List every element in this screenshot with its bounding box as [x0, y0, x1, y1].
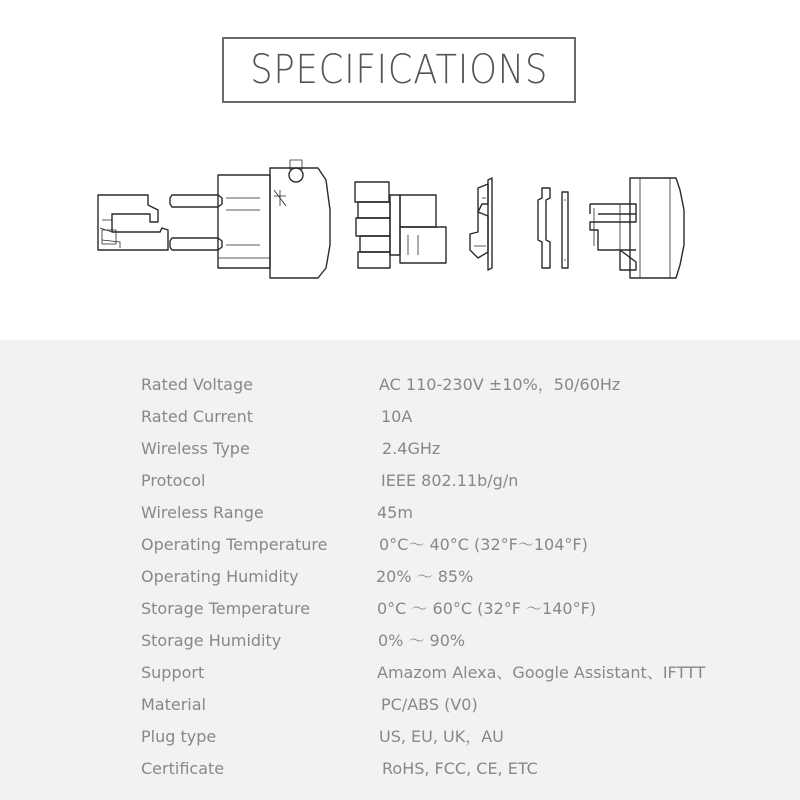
exploded-plug-diagram-icon	[90, 150, 700, 290]
spec-row-support	[0, 657, 800, 689]
spec-row-rated-voltage	[0, 369, 800, 401]
spec-row-protocol	[0, 465, 800, 497]
spec-row-wireless-type	[0, 433, 800, 465]
spec-label: Wireless Range	[141, 503, 264, 522]
pins-part	[170, 195, 222, 250]
spec-value: 0°C～ 40°C (32°F～104°F)	[379, 535, 588, 554]
spec-row-storage-temperature	[0, 593, 800, 625]
spec-label: Operating Temperature	[141, 535, 328, 554]
spec-label: Material	[141, 695, 206, 714]
inner-housing-part	[355, 182, 446, 268]
page-title: SPECIFICATIONS	[250, 47, 548, 93]
spec-row-certificate	[0, 753, 800, 785]
spec-value: 0% ～ 90%	[378, 631, 466, 650]
spec-row-operating-temperature	[0, 529, 800, 561]
socket-cover-part	[590, 178, 684, 278]
spec-value: 45m	[377, 503, 413, 522]
spec-label: Rated Current	[141, 407, 254, 426]
spec-value: RoHS, FCC, CE, ETC	[382, 759, 538, 778]
spec-label: Plug type	[141, 727, 217, 746]
spec-row-material	[0, 689, 800, 721]
plug-pins-part	[98, 195, 168, 250]
spec-label: Storage Humidity	[141, 631, 282, 650]
spec-label: Support	[141, 663, 205, 682]
spec-value: AC 110-230V ±10%，50/60Hz	[379, 375, 621, 394]
title-box	[222, 37, 576, 103]
spec-row-plug-type	[0, 721, 800, 753]
plug-body-part	[218, 160, 330, 278]
spec-value: 0°C ～ 60°C (32°F ～140°F)	[377, 599, 597, 618]
spec-value: 2.4GHz	[382, 439, 441, 458]
spec-value: PC/ABS (V0)	[381, 695, 478, 714]
spec-label: Rated Voltage	[141, 375, 253, 394]
spec-value: IEEE 802.11b/g/n	[381, 471, 519, 490]
spec-label: Wireless Type	[141, 439, 250, 458]
spec-value: 10A	[381, 407, 413, 426]
spec-row-operating-humidity	[0, 561, 800, 593]
spec-value: US, EU, UK，AU	[379, 727, 504, 746]
spec-label: Operating Humidity	[141, 567, 299, 586]
spec-row-rated-current	[0, 401, 800, 433]
spec-label: Certificate	[141, 759, 225, 778]
spec-row-wireless-range	[0, 497, 800, 529]
spring-clips-part	[538, 188, 568, 268]
circuit-board-part	[470, 178, 492, 270]
spec-label: Protocol	[141, 471, 206, 490]
spec-label: Storage Temperature	[141, 599, 311, 618]
spec-value: 20% ～ 85%	[376, 567, 474, 586]
spec-row-storage-humidity	[0, 625, 800, 657]
spec-value: Amazom Alexa、Google Assistant、IFTTT	[377, 663, 706, 682]
specs-panel	[0, 340, 800, 800]
